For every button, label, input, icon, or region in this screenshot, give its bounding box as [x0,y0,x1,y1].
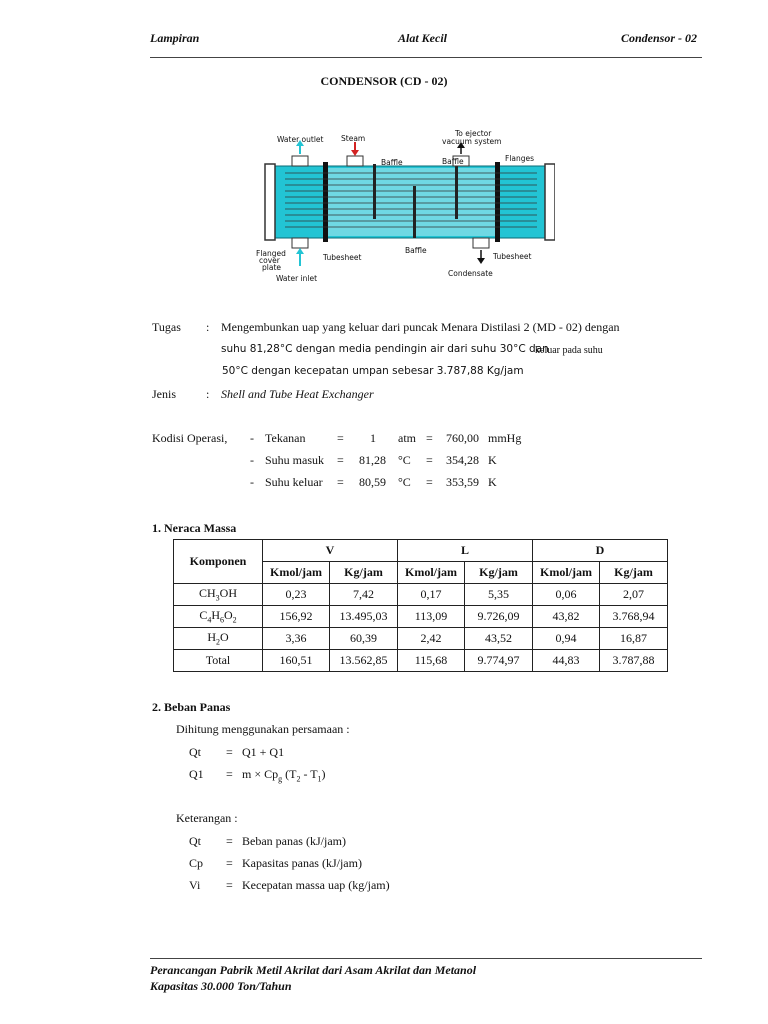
operasi-eq2: = [426,453,433,467]
label-tubesheet-1: Tubesheet [323,253,362,262]
water-inlet-arrowhead [296,248,304,254]
unit-header: Kg/jam [465,562,533,584]
value-cell: 16,87 [600,628,668,650]
operasi-label: Kodisi Operasi, [152,431,228,445]
table-row [174,584,668,606]
value-cell: 9.726,09 [465,606,533,628]
komponen-cell [174,606,263,628]
tubesheet-left [323,162,328,242]
footer-rule [150,958,702,959]
label-plate: plate [262,263,281,272]
komponen-cell [174,584,263,606]
group-d: D [533,540,668,562]
value-cell: 2,07 [600,584,668,606]
operasi-unit2: K [488,453,497,467]
steam-nozzle [347,156,363,166]
neraca-massa-table [173,539,668,672]
operasi-dash: - [250,453,254,467]
operasi-unit1: °C [398,453,411,467]
eq2-part: (T [282,767,297,781]
tube-bundle [328,168,495,236]
table-total-row [174,650,668,672]
operasi-eq2: = [426,431,433,445]
tugas-line2b: keluar pada suhu [535,345,603,356]
value-cell: 5,35 [465,584,533,606]
condensate-nozzle [473,238,489,248]
value-cell: 160,51 [263,650,330,672]
formula-sub: 3 [215,593,220,603]
baffle-2 [413,186,416,238]
tugas-line3: 50°C dengan kecepatan umpan sebesar 3.787,88 Kg/jam [222,365,524,377]
condenser-diagram [255,128,555,288]
beban-heading: 2. Beban Panas [152,700,231,714]
col-komponen: Komponen [174,540,263,584]
value-cell: 0,17 [398,584,465,606]
footer-line1: Perancangan Pabrik Metil Akrilat dari Asam Akrilat dan Metanol [150,963,477,977]
value-cell: 7,42 [330,584,398,606]
operasi-eq2: = [426,475,433,489]
tubesheet-right [495,162,500,242]
operasi-unit2: mmHg [488,431,522,445]
eq2-part: m × Cp [242,767,279,781]
operasi-unit1: °C [398,475,411,489]
label-steam: Steam [341,134,366,143]
unit-header: Kmol/jam [263,562,330,584]
operasi-value2: 353,59 [446,475,479,489]
formula-part: H [211,608,220,623]
unit-header: Kg/jam [600,562,668,584]
value-cell: 0,23 [263,584,330,606]
keterangan-eq: = [226,834,233,848]
flange-right [545,164,555,240]
keterangan-desc: Kecepatan massa uap (kg/jam) [242,878,390,892]
value-cell: 115,68 [398,650,465,672]
header-left: Lampiran [150,31,200,45]
operasi-value2: 354,28 [446,453,479,467]
formula-sub: 6 [220,615,224,625]
unit-header: Kmol/jam [533,562,600,584]
value-cell: 43,52 [465,628,533,650]
beban-intro: Dihitung menggunakan persamaan : [176,722,350,736]
flange-left [265,164,275,240]
formula-part: O [220,630,229,645]
table-header-row [174,540,668,562]
label-flanged: Flanged [256,249,286,258]
keterangan-eq: = [226,878,233,892]
value-cell: 156,92 [263,606,330,628]
page-title: CONDENSOR (CD - 02) [320,74,448,88]
value-cell: 3.768,94 [600,606,668,628]
value-cell: 13.562,85 [330,650,398,672]
label-baffle-1: Baffle [381,158,403,167]
operasi-unit2: K [488,475,497,489]
eq1-eq: = [226,745,233,759]
water-outlet-nozzle [292,156,308,166]
unit-header: Kg/jam [330,562,398,584]
keterangan-sym: Qt [189,834,201,848]
operasi-eq1: = [337,475,344,489]
jenis-colon: : [206,387,210,401]
water-inlet-nozzle [292,238,308,248]
keterangan-sym: Vi [189,878,201,892]
formula-sub: 2 [216,637,220,647]
label-condensate: Condensate [448,269,493,278]
neraca-heading: 1. Neraca Massa [152,521,237,535]
jenis-value: Shell and Tube Heat Exchanger [221,387,374,401]
operasi-value1: 80,59 [359,475,386,489]
eq1-rhs: Q1 + Q1 [242,745,285,759]
keterangan-heading: Keterangan : [176,811,238,825]
operasi-dash: - [250,475,254,489]
operasi-name: Suhu masuk [265,453,325,467]
header-center: Alat Kecil [398,31,447,45]
operasi-eq1: = [337,431,344,445]
formula-part: OH [219,586,237,601]
tugas-label: Tugas [152,320,181,334]
group-v: V [263,540,398,562]
eq2-eq: = [226,767,233,781]
baffle-3 [455,164,458,219]
value-cell: 13.495,03 [330,606,398,628]
value-cell: 3,36 [263,628,330,650]
footer-line2: Kapasitas 30.000 Ton/Tahun [150,979,292,993]
label-baffle-2: Baffle [442,157,464,166]
label-water-outlet: Water outlet [277,135,324,144]
label-vacuum-system: vacuum system [442,137,502,146]
operasi-value2: 760,00 [446,431,479,445]
tugas-line1: Mengembunkan uap yang keluar dari puncak Menara Distilasi 2 (MD - 02) dengan [221,320,620,334]
operasi-name: Suhu keluar [265,475,323,489]
operasi-dash: - [250,431,254,445]
value-cell: 44,83 [533,650,600,672]
value-cell: 0,06 [533,584,600,606]
komponen-cell [174,628,263,650]
value-cell: 60,39 [330,628,398,650]
formula-part: H [207,630,216,645]
value-cell: 3.787,88 [600,650,668,672]
formula-sub: 4 [207,615,212,625]
formula-part: O [224,608,233,623]
keterangan-sym: Cp [189,856,204,870]
value-cell: 0,94 [533,628,600,650]
value-cell: 113,09 [398,606,465,628]
baffle-1 [373,164,376,219]
label-water-inlet: Water inlet [276,274,318,283]
formula-part: C [199,608,208,623]
keterangan-desc: Beban panas (kJ/jam) [242,834,346,848]
operasi-eq1: = [337,453,344,467]
unit-header: Kmol/jam [398,562,465,584]
tugas-line2a: suhu 81,28°C dengan media pendingin air dari suhu 30°C dan [221,343,549,355]
value-cell: 2,42 [398,628,465,650]
label-to-ejector: To ejector [455,129,492,138]
eq2-sub: 1 [317,774,322,784]
eq2-lhs: Q1 [189,767,204,781]
operasi-value1: 1 [370,431,376,445]
header-right: Condensor - 02 [621,31,698,45]
eq2-sub: g [278,774,283,784]
tugas-colon: : [206,320,210,334]
eq2-sub: 2 [296,774,301,784]
operasi-unit1: atm [398,431,416,445]
header-rule [150,57,702,58]
value-cell: 9.774,97 [465,650,533,672]
label-baffle-3: Baffle [405,246,427,255]
table-row [174,606,668,628]
total-label: Total [174,650,263,672]
formula-sub: 2 [232,615,237,625]
keterangan-eq: = [226,856,233,870]
table-row [174,628,668,650]
label-cover: cover [259,256,280,265]
label-flanges: Flanges [505,154,535,163]
eq1-lhs: Qt [189,745,201,759]
eq2-part: - T [300,767,318,781]
jenis-label: Jenis [152,387,176,401]
eq2-rhs [242,767,326,783]
operasi-value1: 81,28 [359,453,386,467]
value-cell: 43,82 [533,606,600,628]
eq2-part: ) [321,767,326,781]
formula-part: CH [198,586,216,601]
operasi-name: Tekanan [265,431,306,445]
label-tubesheet-2: Tubesheet [493,252,532,261]
keterangan-desc: Kapasitas panas (kJ/jam) [242,856,362,870]
group-l: L [398,540,533,562]
steam-arrowhead [351,150,359,156]
condensate-arrowhead [477,258,485,264]
